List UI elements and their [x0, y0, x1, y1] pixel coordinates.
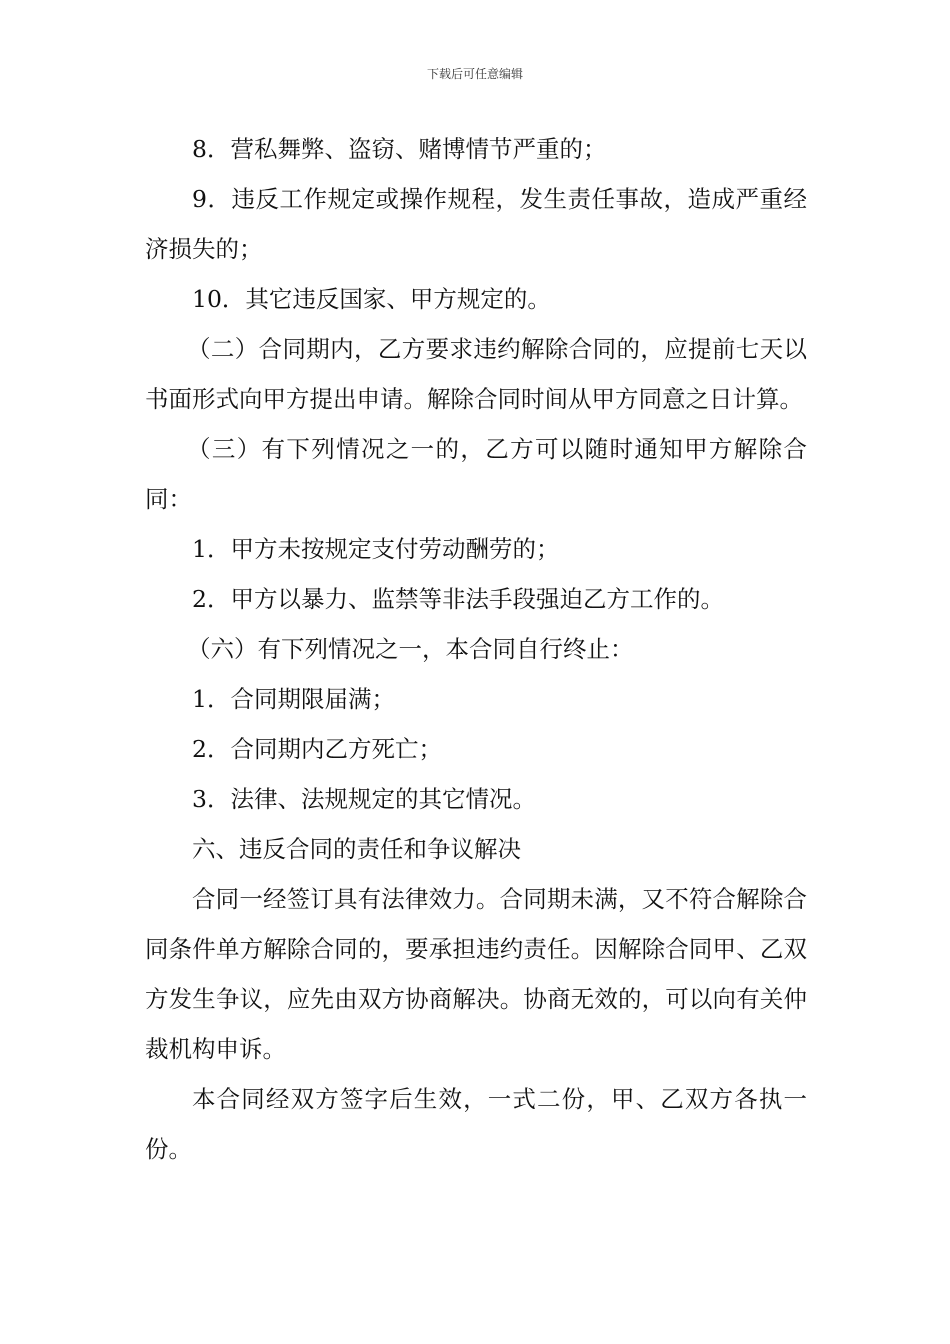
paragraph-clause-3-item-1: 1．甲方未按规定支付劳动酬劳的； [192, 535, 560, 563]
document-body [145, 124, 807, 1174]
paragraph-clause-3-item-2: 2．甲方以暴力、监禁等非法手段强迫乙方工作的。 [192, 585, 724, 613]
paragraph-liability: 合同一经签订具有法律效力。合同期未满，又不符合解除合同条件单方解除合同的，要承担违约责任。因解除合同甲、乙双方发生争议，应先由双方协商解决。协商无效的，可以向有关仲裁机构申诉。 [145, 885, 807, 1063]
section-heading: 六、违反合同的责任和争议解决 [192, 835, 521, 863]
paragraph-clause-2: （二）合同期内，乙方要求违约解除合同的，应提前七天以书面形式向甲方提出申请。解除合同时间从甲方同意之日计算。 [145, 335, 807, 413]
paragraph-clause-3: （三）有下列情况之一的，乙方可以随时通知甲方解除合同： [145, 435, 807, 513]
paragraph-item-10: 10．其它违反国家、甲方规定的。 [192, 285, 551, 313]
paragraph-item-8: 8．营私舞弊、盗窃、赌博情节严重的； [192, 135, 607, 163]
paragraph-clause-6-item-1: 1．合同期限届满； [192, 685, 395, 713]
paragraph-clause-6-item-2: 2．合同期内乙方死亡； [192, 735, 442, 763]
page-header: 下载后可任意编辑 [426, 67, 523, 81]
paragraph-effective: 本合同经双方签字后生效，一式二份，甲、乙双方各执一份。 [145, 1085, 807, 1163]
paragraph-clause-6-item-3: 3．法律、法规规定的其它情况。 [192, 785, 536, 813]
paragraph-item-9: 9．违反工作规定或操作规程，发生责任事故，造成严重经济损失的； [145, 185, 807, 263]
paragraph-clause-6: （六）有下列情况之一，本合同自行终止： [187, 635, 634, 663]
